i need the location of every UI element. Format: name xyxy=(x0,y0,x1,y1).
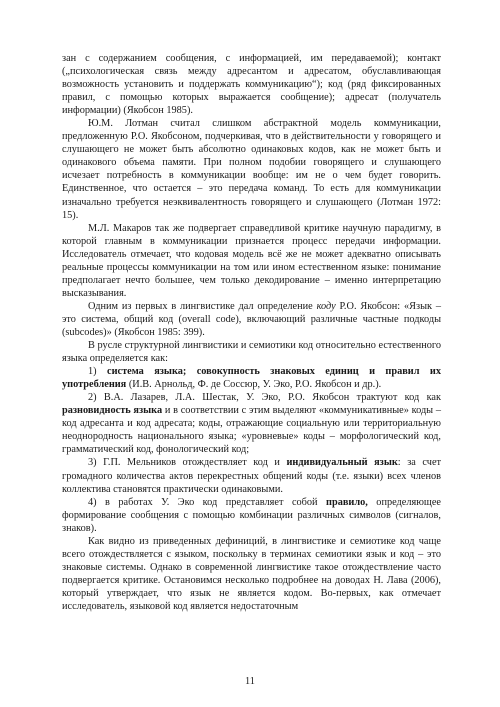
paragraph-continuation-contact-code xyxy=(62,52,441,117)
body-text xyxy=(62,52,441,613)
bold-term: система языка; совокупность знаковых единиц и правил их употребления xyxy=(62,366,441,391)
paragraph-lotman xyxy=(62,117,441,221)
list-item-1-language-system xyxy=(62,365,441,391)
text-run: Ю.М. Лотман считал слишком абстрактной модель коммуникации, предложенную Р.О. Якобсоном, подчеркивая, что в действительности у говорящего и слушающего не может быть абсолютно одинаковых кодов, как не может быть и одинакового объема памяти. При полном подобии говорящего и слушающего исчезает потребность в коммуникации вообще: им не о чем будет говорить. Единственное, что остается – это передача команд. То есть для коммуникации изначально требуется неэквивалентность говорящего и слушающего (Лотман 1972: 15). xyxy=(62,118,441,221)
text-run: 1) xyxy=(88,366,107,378)
page-number: 11 xyxy=(245,676,255,687)
paragraph-makarov xyxy=(62,222,441,300)
bold-term: индивидуальный язык xyxy=(286,457,398,469)
bold-term: разновидность языка xyxy=(62,405,163,417)
text-run: 4) в работах У. Эко код представляет собой xyxy=(88,496,327,508)
paragraph-jakobson-code-definition xyxy=(62,300,441,339)
text-run: определяющее формирование сообщения с помощью комбинации различных символов (сигналов, знаков). xyxy=(62,496,441,534)
text-run: М.Л. Макаров так же подвергает справедливой критике научную парадигму, в которой главным в коммуникации признается процесс передачи информации. Исследователь отмечает, что кодовая модель всё же не может адекватно описывать реальные процессы коммуникации на том или ином естественном языке: понимание предполагает нечто большее, чем только декодирование – именно интерпретацию высказывания. xyxy=(62,222,441,299)
text-run: 2) В.А. Лазарев, Л.А. Шестак, У. Эко, Р.О. Якобсон трактуют код как xyxy=(88,392,441,404)
text-run: Р.О. Якобсон: «Язык – это система, общий код (overall code), включающий различные частные подкоды (subcodes)» (Якобсон 1985: 399). xyxy=(62,300,441,338)
list-item-3-individual-language xyxy=(62,456,441,495)
list-item-4-rule xyxy=(62,496,441,535)
italic-term: коду xyxy=(316,300,336,312)
bold-term: правило, xyxy=(326,496,368,508)
text-run: : за счет громадного количества актов перекрестных общений коды (т.е. языки) всех членов коллектива становятся практически одинаковыми. xyxy=(62,457,442,495)
text-run: (И.В. Арнольд, Ф. де Соссюр, У. Эко, Р.О. Якобсон и др.). xyxy=(126,379,382,391)
paragraph-love-critique xyxy=(62,535,441,613)
text-run: Как видно из приведенных дефиниций, в лингвистике и семиотике код чаще всего отождествляется с языком, поскольку в терминах семиотики язык и код – это знаковые системы. Однако в современной лингвистике такое отождествление часто подвергается критике. Остановимся несколько подробнее на доводах Н. Лава (2006), который утверждает, что язык не является кодом. Во-первых, как отмечает исследователь, языковой код является недостаточным xyxy=(62,535,441,612)
list-item-2-language-variety xyxy=(62,391,441,456)
text-run: Одним из первых в лингвистике дал определение xyxy=(88,300,317,312)
text-run: и в соответствии с этим выделяют «коммуникативные» коды – код адресанта и код адресата; коды, отражающие социальную или территориальную неоднородность национального языка; «уровневые» коды – морфологический код, грамматический код, фонологический код; xyxy=(62,405,441,456)
text-run: В русле структурной лингвистики и семиотики код относительно естественного языка определяется как: xyxy=(62,340,441,365)
text-run: 3) Г.П. Мельников отождествляет код и xyxy=(88,457,287,469)
paragraph-code-definitions-intro xyxy=(62,339,441,365)
text-run: зан с содержанием сообщения, с информацией, им передаваемой); контакт („психологическая связь между адресантом и адресатом, обуславливающая возможность установить и поддержать коммуникацию“); код (ряд фиксированных правил, с помощью которых выражается сообщение); адресат (получатель информации) (Якобсон 1985). xyxy=(62,53,441,117)
